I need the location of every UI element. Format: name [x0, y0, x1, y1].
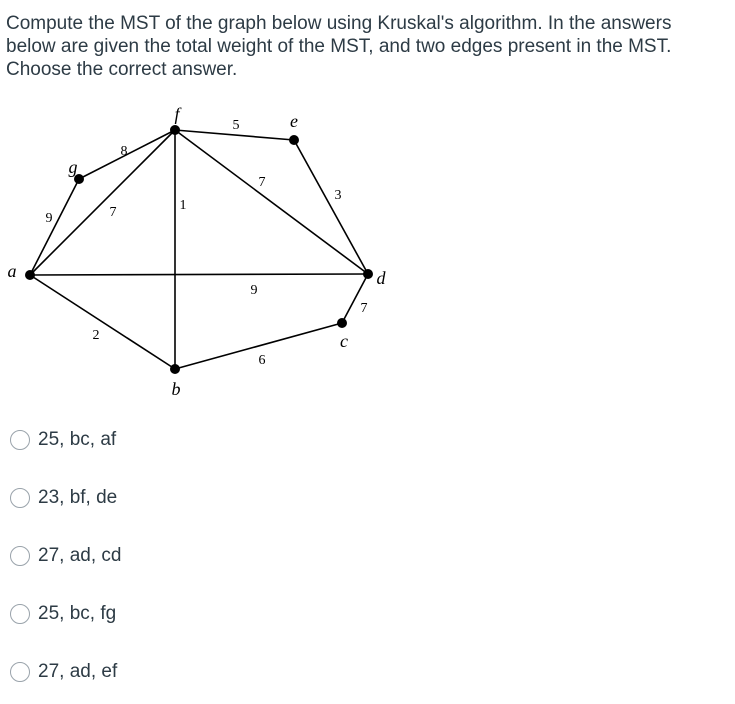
node-label-b: b [171, 379, 181, 400]
answer-option-1[interactable] [10, 427, 116, 453]
node-c [337, 318, 347, 328]
edge-ad [30, 274, 368, 275]
node-label-d: d [376, 268, 386, 289]
option-label: 27, ad, ef [38, 661, 118, 682]
radio-button[interactable] [10, 430, 30, 450]
edge-weight-ga: 9 [45, 211, 53, 227]
radio-button[interactable] [10, 604, 30, 624]
answer-option-4[interactable] [10, 601, 116, 627]
edge-weight-fe: 5 [232, 118, 240, 134]
answer-option-5[interactable] [10, 659, 117, 685]
radio-button[interactable] [10, 546, 30, 566]
edge-weight-fa: 7 [109, 205, 117, 221]
edge-weight-fd: 7 [258, 175, 266, 191]
option-label: 25, bc, af [38, 429, 117, 450]
edge-fa [30, 130, 175, 275]
answer-option-2[interactable] [10, 485, 117, 511]
radio-button[interactable] [10, 662, 30, 682]
option-label: 25, bc, fg [38, 603, 117, 624]
graph-labels [8, 104, 387, 399]
node-label-a: a [7, 261, 17, 282]
node-label-c: c [340, 331, 348, 352]
node-a [25, 270, 35, 280]
node-label-f: f [174, 104, 180, 125]
question-text: Compute the MST of the graph below using Kruskal's algorithm. In the answers below are given the total weight of the MST, and two edges present in the MST. Choose the correct answer. [6, 13, 672, 80]
edge-ed [294, 140, 368, 274]
option-label: 27, ad, cd [38, 545, 122, 566]
node-label-e: e [290, 111, 298, 132]
edge-weight-ed: 3 [334, 188, 342, 204]
edge-weight-fg: 8 [120, 144, 128, 160]
node-b [170, 364, 180, 374]
node-e [289, 135, 299, 145]
answer-option-3[interactable] [10, 543, 121, 569]
edge-ga [30, 179, 79, 275]
node-f [170, 125, 180, 135]
graph-edges [30, 130, 368, 369]
option-label: 23, bf, de [38, 487, 118, 508]
node-d [363, 269, 373, 279]
edge-weight-cb: 6 [258, 353, 266, 369]
edge-weight-fb: 1 [179, 198, 187, 214]
edge-weight-ad: 9 [250, 283, 258, 299]
edge-weight-ab: 2 [92, 328, 100, 344]
node-label-g: g [68, 157, 78, 178]
radio-button[interactable] [10, 488, 30, 508]
edge-weight-dc: 7 [360, 301, 368, 317]
edge-ab [30, 275, 175, 369]
